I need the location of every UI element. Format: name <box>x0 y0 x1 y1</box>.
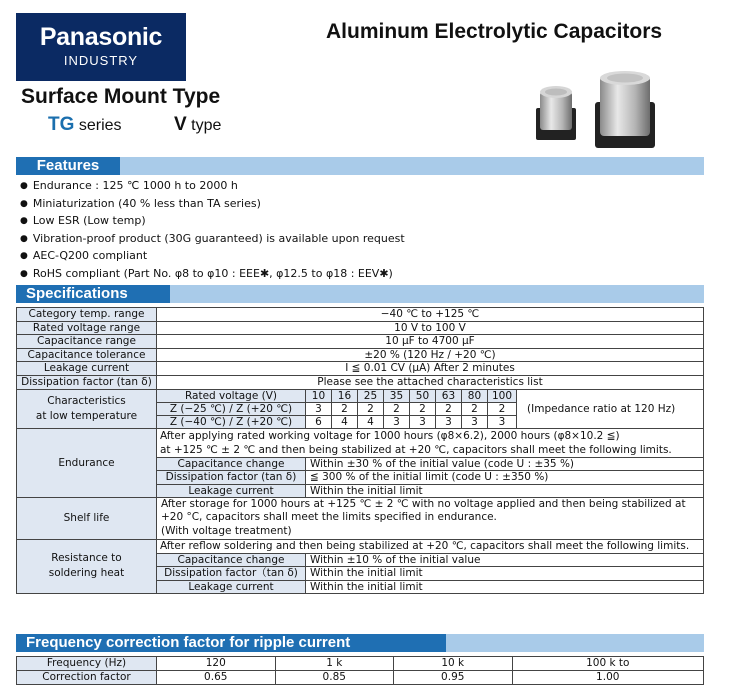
limit-value: Within ±30 % of the initial value (code U : ±35 %) <box>305 458 703 471</box>
frequency-heading: Frequency correction factor for ripple current <box>16 634 446 652</box>
solder-text: After reflow soldering and then being stabilized at +20 ℃, capacitors shall meet the following limits. <box>159 539 690 552</box>
feature-item: ● Vibration-proof product (30G guaranteed) is available upon request <box>20 231 405 249</box>
frequency-cell: 120 <box>157 657 276 671</box>
document-title: Aluminum Electrolytic Capacitors <box>326 20 663 43</box>
lowtemp-table <box>157 390 679 429</box>
type-code: V <box>174 114 187 135</box>
feature-item: ● RoHS compliant (Part No. φ8 to φ10 : EEE✱, φ12.5 to φ18 : EEV✱) <box>20 266 405 284</box>
limit-label: Dissipation factor（tan δ) <box>157 567 306 580</box>
spec-value: 10 V to 100 V <box>156 321 703 335</box>
z2-cell: 3 <box>461 415 487 428</box>
solder-cell <box>156 539 703 593</box>
shelf-life-label: Shelf life <box>17 497 157 539</box>
endurance-limits <box>157 457 703 497</box>
shelf-life-text-2: (With voltage treatment) <box>160 524 292 537</box>
correction-cell: 0.65 <box>157 671 276 685</box>
z2-cell: 3 <box>435 415 461 428</box>
spec-value: Please see the attached characteristics list <box>156 375 703 389</box>
z1-cell: 2 <box>357 402 383 415</box>
solder-label-2: soldering heat <box>48 567 125 580</box>
z1-cell: 2 <box>487 402 516 415</box>
voltage-cell: 25 <box>357 390 383 403</box>
voltage-cell: 63 <box>435 390 461 403</box>
type-label <box>174 114 221 136</box>
spec-value: −40 ℃ to +125 ℃ <box>156 308 703 322</box>
limit-label: Leakage current <box>157 484 306 497</box>
frequency-label: Frequency (Hz) <box>17 657 157 671</box>
z2-cell: 3 <box>383 415 409 428</box>
frequency-cell: 1 k <box>275 657 394 671</box>
z2-cell: 3 <box>487 415 516 428</box>
z2-cell: 4 <box>357 415 383 428</box>
specifications-section <box>16 285 704 303</box>
series-word: series <box>78 117 122 134</box>
correction-cell: 0.85 <box>275 671 394 685</box>
table-row <box>157 390 679 403</box>
limit-label: Dissipation factor (tan δ) <box>157 471 306 484</box>
logo-sub: INDUSTRY <box>63 53 139 68</box>
table-row <box>17 362 704 376</box>
table-row <box>17 671 704 685</box>
limit-label: Leakage current <box>157 580 306 593</box>
table-row <box>17 348 704 362</box>
endurance-label: Endurance <box>17 429 157 498</box>
z2-cell: 3 <box>409 415 435 428</box>
impedance-note: (Impedance ratio at 120 Hz) <box>527 402 676 415</box>
correction-cell: 1.00 <box>512 671 704 685</box>
correction-label: Correction factor <box>17 671 157 685</box>
panasonic-logo <box>16 13 186 81</box>
features-heading: Features <box>16 157 120 175</box>
voltage-cell: 100 <box>487 390 516 403</box>
lowtemp-label-2: at low temperature <box>35 409 138 422</box>
table-row <box>17 539 704 593</box>
spec-label: Category temp. range <box>17 308 157 322</box>
correction-cell: 0.95 <box>394 671 513 685</box>
feature-item: ● Low ESR (Low temp) <box>20 213 405 231</box>
spec-value: ±20 % (120 Hz / +20 ℃) <box>156 348 703 362</box>
product-type: Surface Mount Type <box>21 85 221 108</box>
voltage-cell: 16 <box>331 390 357 403</box>
table-row <box>157 567 703 580</box>
table-row <box>17 497 704 539</box>
endurance-cell <box>156 429 703 498</box>
table-row <box>157 471 703 484</box>
table-row <box>17 335 704 349</box>
lowtemp-label <box>17 389 157 429</box>
shelf-life-text <box>156 497 703 539</box>
table-row <box>157 580 703 593</box>
z2-label: Z (−40 ℃) / Z (+20 ℃) <box>157 415 306 428</box>
z1-cell: 3 <box>305 402 331 415</box>
frequency-table <box>16 656 704 685</box>
voltage-cell: 80 <box>461 390 487 403</box>
endurance-text-1: After applying rated working voltage for 1000 hours (φ8×6.2), 2000 hours (φ8×10.2 ≦) <box>159 430 620 443</box>
table-row <box>17 321 704 335</box>
specifications-table <box>16 307 704 594</box>
table-row <box>17 429 704 498</box>
z2-cell: 6 <box>305 415 331 428</box>
spec-value: 10 μF to 4700 μF <box>156 335 703 349</box>
table-row <box>17 389 704 429</box>
rated-voltage-label: Rated voltage (V) <box>157 390 306 403</box>
spec-value: I ≦ 0.01 CV (μA) After 2 minutes <box>156 362 703 376</box>
spec-label: Rated voltage range <box>17 321 157 335</box>
logo-brand: Panasonic <box>39 23 163 51</box>
features-section <box>16 157 704 175</box>
z1-cell: 2 <box>383 402 409 415</box>
spec-label: Leakage current <box>17 362 157 376</box>
z1-cell: 2 <box>461 402 487 415</box>
specifications-heading: Specifications <box>16 285 170 303</box>
limit-value: Within the initial limit <box>305 567 703 580</box>
features-list <box>20 178 405 284</box>
feature-item: ● Endurance : 125 ℃ 1000 h to 2000 h <box>20 178 405 196</box>
feature-item: ● AEC-Q200 compliant <box>20 248 405 266</box>
series-code: TG <box>48 114 75 135</box>
frequency-section <box>16 634 704 652</box>
lowtemp-cell <box>156 389 703 429</box>
lowtemp-label-1: Characteristics <box>47 394 126 407</box>
limit-value: Within the initial limit <box>305 580 703 593</box>
table-row <box>157 458 703 471</box>
frequency-cell: 10 k <box>394 657 513 671</box>
frequency-cell: 100 k to <box>512 657 704 671</box>
spec-label: Capacitance tolerance <box>17 348 157 362</box>
z1-label: Z (−25 ℃) / Z (+20 ℃) <box>157 402 306 415</box>
solder-label-1: Resistance to <box>51 552 122 565</box>
z1-cell: 2 <box>409 402 435 415</box>
z1-cell: 2 <box>435 402 461 415</box>
table-row <box>17 375 704 389</box>
feature-item: ● Miniaturization (40 % less than TA series) <box>20 196 405 214</box>
shelf-life-text-1: After storage for 1000 hours at +125 ℃ ± 2 ℃ with no voltage applied and then being stabilized at +20 °C, capacitors shall meet the limits specified in endurance. <box>160 497 686 524</box>
limit-value: Within ±10 % of the initial value <box>305 554 703 567</box>
limit-label: Capacitance change <box>157 554 306 567</box>
solder-limits <box>157 553 703 593</box>
spec-label: Capacitance range <box>17 335 157 349</box>
spec-label: Dissipation factor (tan δ) <box>17 375 157 389</box>
voltage-cell: 35 <box>383 390 409 403</box>
voltage-cell: 50 <box>409 390 435 403</box>
limit-value: Within the initial limit <box>305 484 703 497</box>
series-label <box>48 114 122 136</box>
z1-cell: 2 <box>331 402 357 415</box>
table-row <box>157 484 703 497</box>
voltage-cell: 10 <box>305 390 331 403</box>
capacitor-photo <box>533 70 668 150</box>
table-row <box>17 308 704 322</box>
solder-label <box>17 539 157 593</box>
endurance-text-2: at +125 ℃ ± 2 ℃ and then being stabilized at +20 ℃, capacitors shall meet the following limits. <box>159 444 672 457</box>
z2-cell: 4 <box>331 415 357 428</box>
type-word: type <box>191 117 222 134</box>
limit-label: Capacitance change <box>157 458 306 471</box>
limit-value: ≦ 300 % of the initial limit (code U : ±350 %) <box>305 471 703 484</box>
table-row <box>157 554 703 567</box>
table-row <box>17 657 704 671</box>
